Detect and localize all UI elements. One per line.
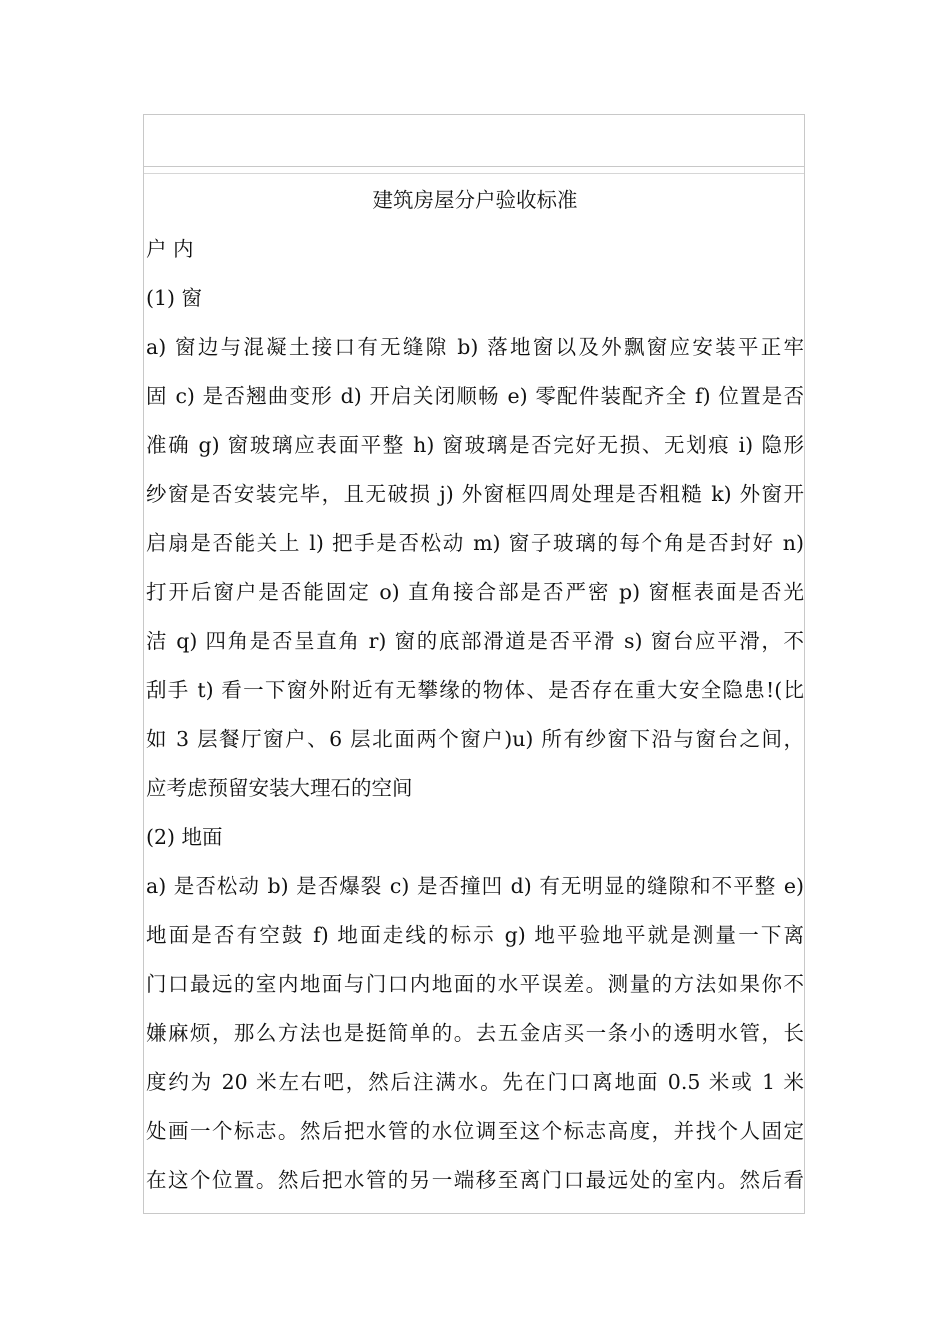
section-heading: 户 内 bbox=[146, 237, 194, 261]
paragraph-line: 处画一个标志。然后把水管的水位调至这个标志高度，并找个人固定 bbox=[146, 1119, 804, 1143]
paragraph-line: 如 3 层餐厅窗户、6 层北面两个窗户)u) 所有纱窗下沿与窗台之间， bbox=[146, 727, 804, 751]
paragraph-line: 固 c) 是否翘曲变形 d) 开启关闭顺畅 e) 零配件装配齐全 f) 位置是否 bbox=[146, 384, 804, 408]
paragraph-line: 纱窗是否安装完毕，且无破损 j) 外窗框四周处理是否粗糙 k) 外窗开 bbox=[146, 482, 804, 506]
paragraph-line: 洁 q) 四角是否呈直角 r) 窗的底部滑道是否平滑 s) 窗台应平滑，不 bbox=[146, 629, 804, 653]
paragraph-line-last: 应考虑预留安装大理石的空间 bbox=[146, 776, 413, 800]
paragraph-line: 嫌麻烦，那么方法也是挺简单的。去五金店买一条小的透明水管，长 bbox=[146, 1021, 804, 1045]
header-empty-cell bbox=[144, 115, 804, 167]
item-heading-floor: (2) 地面 bbox=[146, 825, 223, 849]
item-heading-window: (1) 窗 bbox=[146, 286, 203, 310]
paragraph-line: 准确 g) 窗玻璃应表面平整 h) 窗玻璃是否完好无损、无划痕 i) 隐形 bbox=[146, 433, 804, 457]
paragraph-line: a) 是否松动 b) 是否爆裂 c) 是否撞凹 d) 有无明显的缝隙和不平整 e) bbox=[146, 874, 804, 898]
paragraph-line: 打开后窗户是否能固定 o) 直角接合部是否严密 p) 窗框表面是否光 bbox=[146, 580, 804, 604]
paragraph-line: 在这个位置。然后把水管的另一端移至离门口最远处的室内。然后看 bbox=[146, 1168, 804, 1192]
document-title: 建筑房屋分户验收标准 bbox=[372, 188, 578, 212]
paragraph-line: 刮手 t) 看一下窗外附近有无攀缘的物体、是否存在重大安全隐患!(比 bbox=[146, 678, 804, 702]
document-body bbox=[146, 176, 804, 1205]
paragraph-line: 启扇是否能关上 l) 把手是否松动 m) 窗子玻璃的每个角是否封好 n) bbox=[146, 531, 804, 555]
document-frame bbox=[143, 114, 805, 1214]
paragraph-line: 门口最远的室内地面与门口内地面的水平误差。测量的方法如果你不 bbox=[146, 972, 804, 996]
paragraph-line: 度约为 20 米左右吧，然后注满水。先在门口离地面 0.5 米或 1 米 bbox=[146, 1070, 804, 1094]
header-divider bbox=[144, 173, 804, 175]
paragraph-line: 地面是否有空鼓 f) 地面走线的标示 g) 地平验地平就是测量一下离 bbox=[146, 923, 804, 947]
paragraph-line: a) 窗边与混凝土接口有无缝隙 b) 落地窗以及外飘窗应安装平正牢 bbox=[146, 335, 804, 359]
